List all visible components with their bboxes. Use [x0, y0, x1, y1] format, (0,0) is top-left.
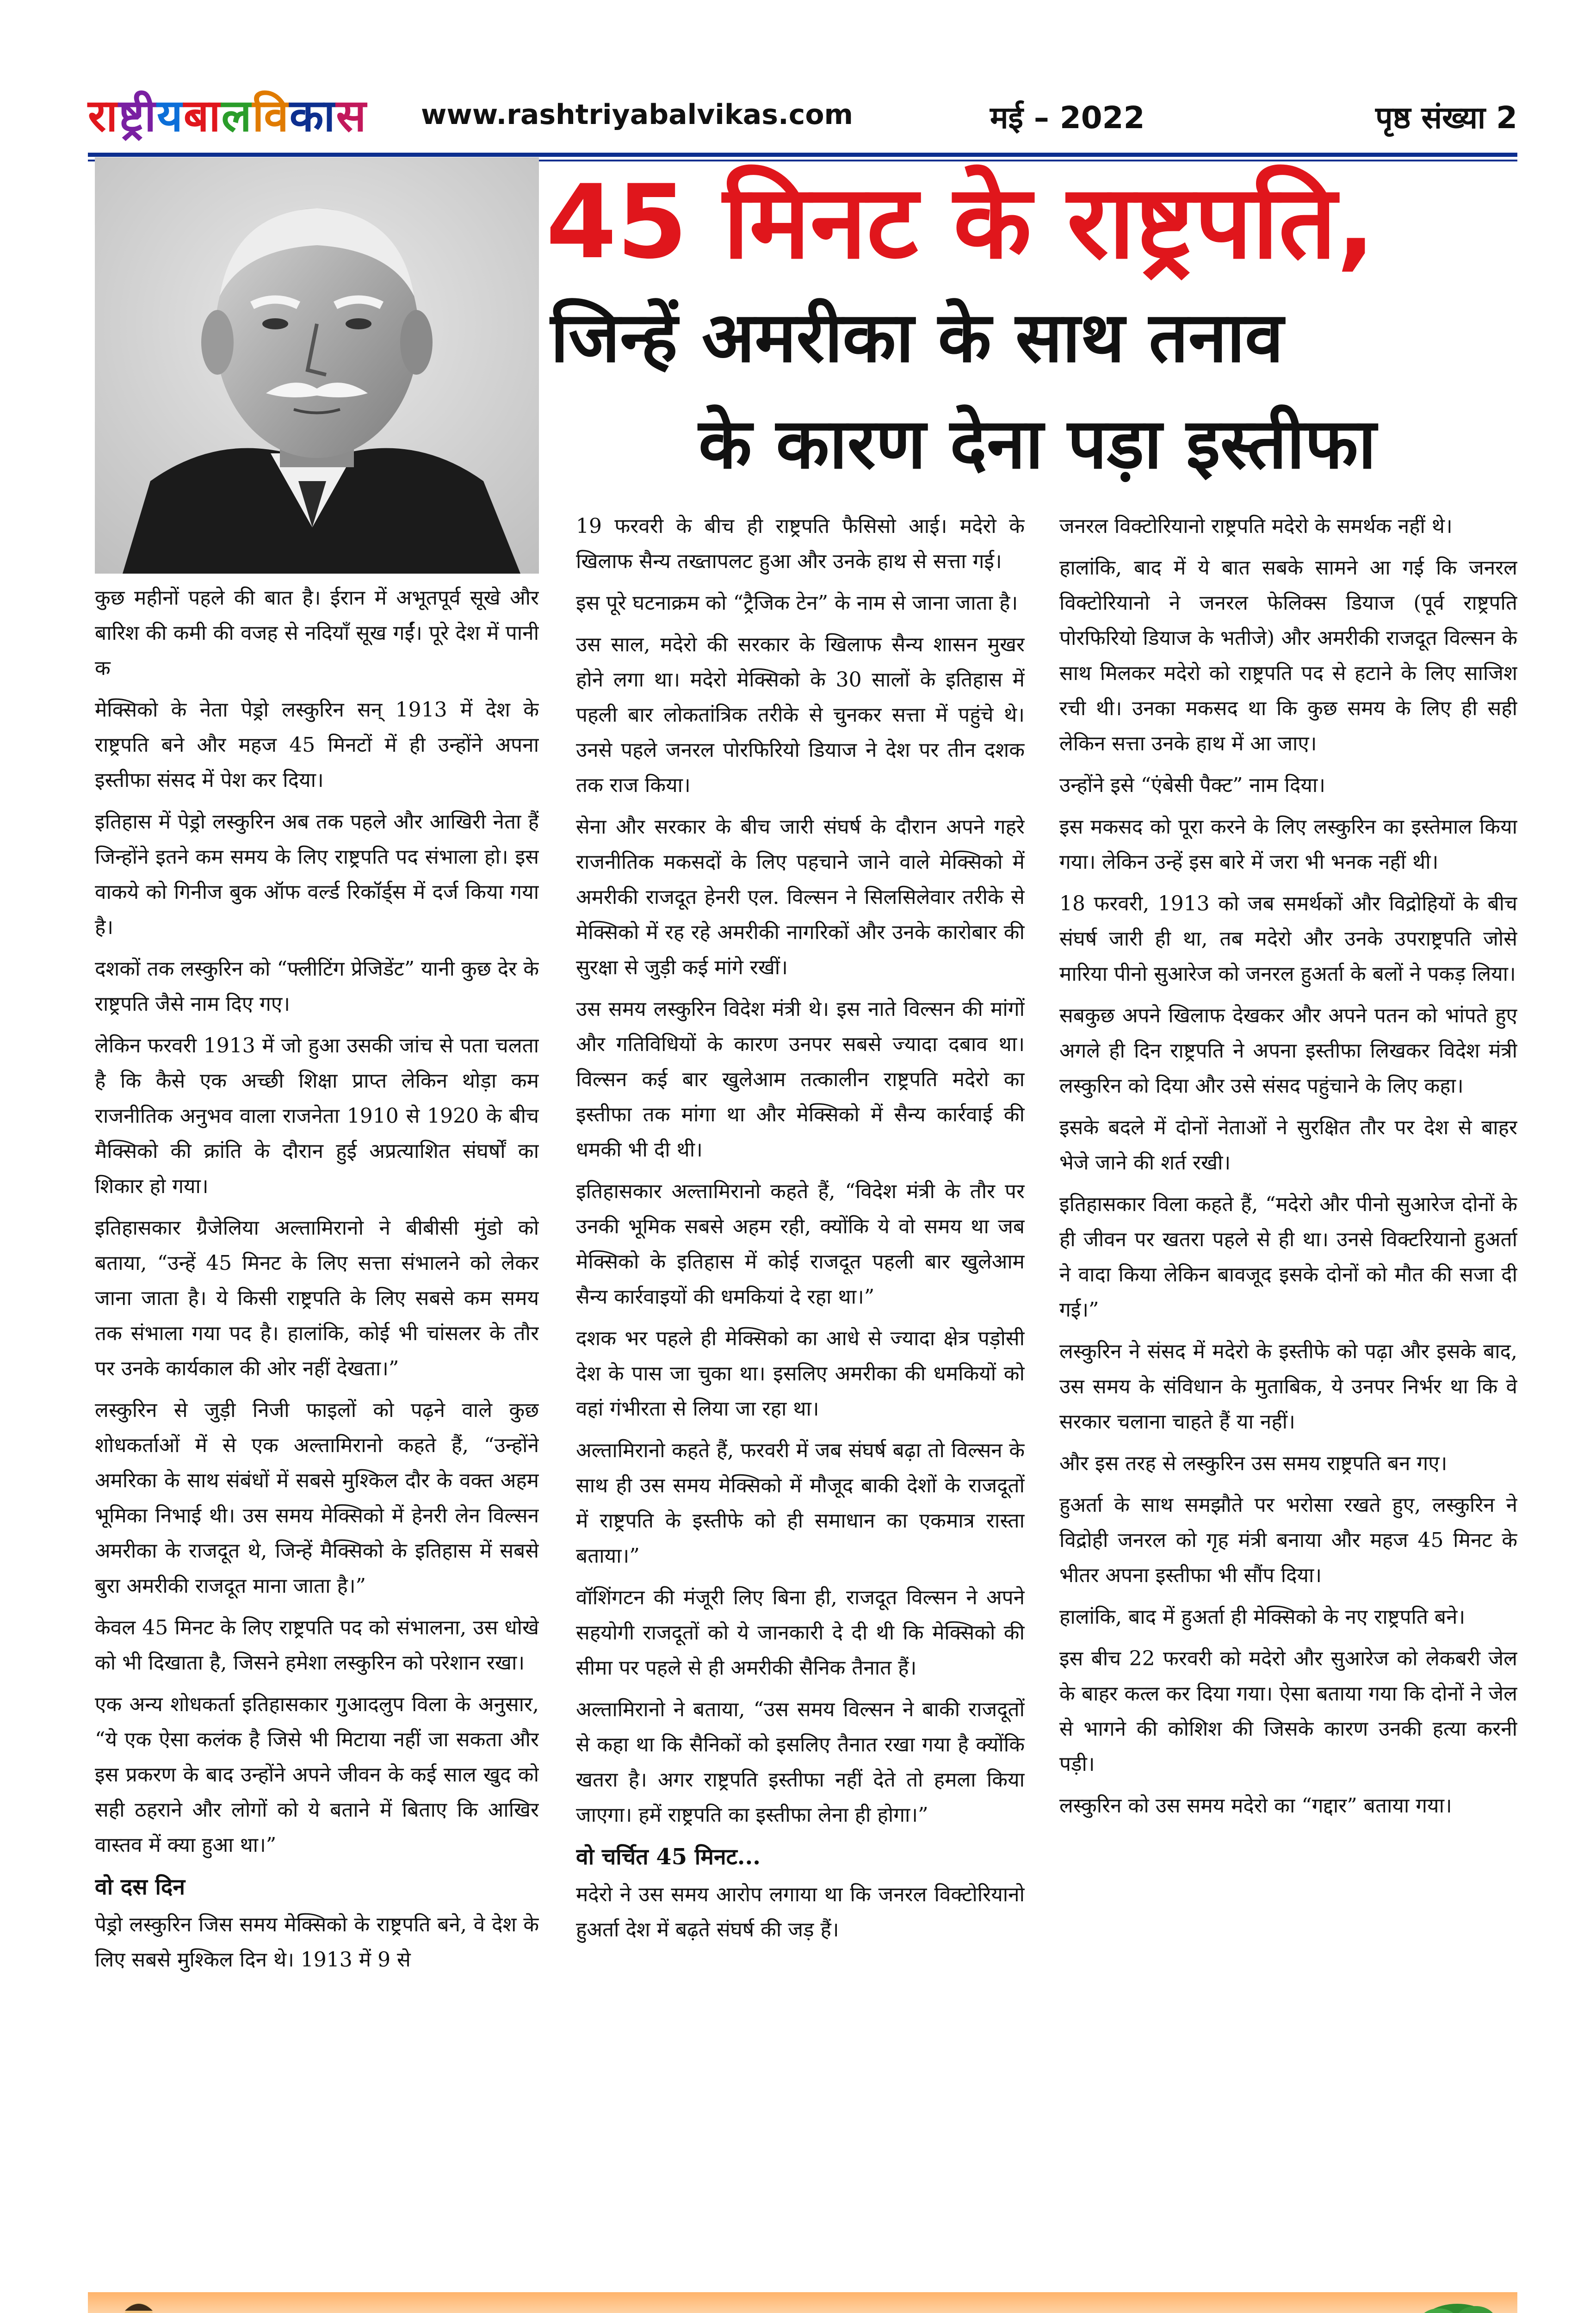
headline-sub-line-1: जिन्हें अमरीका के साथ तनाव	[551, 297, 1284, 378]
paragraph: जनरल विक्टोरियानो राष्ट्रपति मदेरो के समर्थक नहीं थे।	[1059, 514, 1453, 538]
section-heading: वो चर्चित 45 मिनट...	[576, 1844, 761, 1870]
paragraph: मेक्सिको के नेता पेड्रो लस्कुरिन सन् 1913 में देश के राष्ट्रपति बने और महज 45 मिनटों में ही उन्होंने अपना इस्तीफा संसद में पेश कर दिया।	[95, 698, 539, 792]
paragraph: हालांकि, बाद में ये बात सबके सामने आ गई कि जनरल विक्टोरियानो ने जनरल फेलिक्स डियाज (पूर्व राष्ट्रपति पोरफिरियो डियाज के भतीजे) और अमरीकी राजदूत विल्सन के साथ मिलकर मदेरो को राष्ट्रपति पद से हटाने के लिए साजिश रची थी। उनका मकसद था कि कुछ समय के लिए ही सही लेकिन सत्ता उनके हाथ में आ जाए।	[1059, 556, 1517, 755]
tree-in-hands-icon	[1402, 2297, 1513, 2313]
paragraph: एक अन्य शोधकर्ता इतिहासकार गुआदलुप विला के अनुसार, “ये एक ऐसा कलंक है जिसे भी मिटाया नहीं जा सकता और इस प्रकरण के बाद उन्होंने अपने जीवन के कई साल खुद को सही ठहराने और लोगों को ये बताने में बिताए कि आखिर वास्तव में क्या हुआ था।”	[95, 1693, 539, 1857]
newspaper-logo	[88, 86, 367, 146]
portrait-illustration	[95, 157, 539, 574]
slogan-banner	[88, 2292, 1517, 2313]
paragraph: दशक भर पहले ही मेक्सिको का आधे से ज्यादा क्षेत्र पड़ोसी देश के पास जा चुका था। इसलिए अमरीका की धमकियों को वहां गंभीरता से लिया जा रहा था।	[576, 1327, 1025, 1421]
logo-letter: य	[157, 90, 184, 142]
logo-letter: स	[336, 90, 367, 142]
paragraph: अल्तामिरानो ने बताया, “उस समय विल्सन ने बाकी राजदूतों से कहा था कि सैनिकों को इसलिए तैनात रखा गया है क्योंकि खतरा है। अगर राष्ट्रपति इस्तीफा नहीं देते तो हमला किया जाएगा। हमें राष्ट्रपति का इस्तीफा लेना ही होगा।”	[576, 1698, 1025, 1827]
paragraph: वॉशिंगटन की मंजूरी लिए बिना ही, राजदूत विल्सन ने अपने सहयोगी राजदूतों को ये जानकारी दे दी थी कि मेक्सिको की सीमा पर पहले से ही अमरीकी सैनिक तैनात हैं।	[576, 1586, 1025, 1680]
banner-slogan	[194, 2311, 1420, 2313]
logo-letter: बा	[183, 90, 222, 142]
paragraph: इस पूरे घटनाक्रम को “ट्रैजिक टेन” के नाम से जाना जाता है।	[576, 591, 1018, 615]
paragraph: इतिहासकार ग्रैजेलिया अल्तामिरानो ने बीबीसी मुंडो को बताया, “उन्हें 45 मिनट के लिए सत्ता संभालने को लेकर जाना जाता है। ये किसी राष्ट्रपति के लिए सबसे कम समय तक संभाला गया पद है। हालांकि, कोई भी चांसलर के तौर पर उनके कार्यकाल की ओर नहीं देखता।”	[95, 1216, 539, 1380]
paragraph: लस्कुरिन ने संसद में मदेरो के इस्तीफे को पढ़ा और इसके बाद, उस समय के संविधान के मुताबिक, ये उनपर निर्भर था कि वे सरकार चलाना चाहते हैं या नहीं।	[1059, 1340, 1517, 1434]
article-column-2	[576, 509, 1025, 2225]
logo-letter: ष्ट्री	[118, 90, 157, 142]
website-link[interactable]: www.rashtriyabalvikas.com	[421, 99, 854, 131]
article-column-1	[95, 581, 539, 2227]
paragraph: हुअर्ता के साथ समझौते पर भरोसा रखते हुए, लस्कुरिन ने विद्रोही जनरल को गृह मंत्री बनाया और महज 45 मिनट के भीतर अपना इस्तीफा भी सौंप दिया।	[1059, 1493, 1517, 1587]
paragraph: पेड्रो लस्कुरिन जिस समय मेक्सिको के राष्ट्रपति बने, वे देश के लिए सबसे मुश्किल दिन थे। 1913 में 9 से	[95, 1913, 539, 1972]
paragraph: दशकों तक लस्कुरिन को “फ्लीटिंग प्रेजिडेंट” यानी कुछ देर के राष्ट्रपति जैसे नाम दिए गए।	[95, 957, 539, 1016]
paragraph: उस साल, मदेरो की सरकार के खिलाफ सैन्य शासन मुखर होने लगा था। मदेरो मेक्सिको के 30 सालों के इतिहास में पहली बार लोकतांत्रिक तरीके से चुनकर सत्ता में पहुंचे थे। उनसे पहले जनरल पोरफिरियो डियाज ने देश पर तीन दशक तक राज किया।	[576, 633, 1025, 797]
paragraph: इतिहास में पेड्रो लस्कुरिन अब तक पहले और आखिरी नेता हैं जिन्होंने इतने कम समय के लिए राष्ट्रपति पद संभाला हो। इस वाकये को गिनीज बुक ऑफ वर्ल्ड रिकॉर्ड्स में दर्ज किया गया है।	[95, 810, 539, 939]
headline-sub-line-2: के कारण देना पड़ा इस्तीफा	[699, 404, 1376, 484]
section-heading: वो दस दिन	[95, 1874, 186, 1900]
logo-letter: वि	[252, 90, 290, 142]
paragraph: इस बीच 22 फरवरी को मदेरो और सुआरेज को लेकबरी जेल के बाहर कत्ल कर दिया गया। ऐसा बताया गया कि दोनों ने जेल से भागने की कोशिश की जिसके कारण उनकी हत्या करनी पड़ी।	[1059, 1647, 1517, 1776]
paragraph: इसके बदले में दोनों नेताओं ने सुरक्षित तौर पर देश से बाहर भेजे जाने की शर्त रखी।	[1059, 1116, 1517, 1175]
paragraph: सबकुछ अपने खिलाफ देखकर और अपने पतन को भांपते हुए अगले ही दिन राष्ट्रपति ने अपना इस्तीफा लिखकर विदेश मंत्री लस्कुरिन को दिया और उसे संसद पहुंचाने के लिए कहा।	[1059, 1004, 1517, 1098]
paragraph: हालांकि, बाद में हुअर्ता ही मेक्सिको के नए राष्ट्रपति बने।	[1059, 1605, 1466, 1629]
headline-block	[546, 160, 1522, 483]
headline-main: 45 मिनट के राष्ट्रपति,	[546, 163, 1375, 281]
paragraph: 19 फरवरी के बीच ही राष्ट्रपति फैसिसो आई। मदेरो के खिलाफ सैन्य तख्तापलट हुआ और उनके हाथ से सत्ता गई।	[576, 514, 1025, 573]
portrait-photo	[95, 157, 539, 574]
paragraph: केवल 45 मिनट के लिए राष्ट्रपति पद को संभालना, उस धोखे को भी दिखाता है, जिसने हमेशा लस्कुरिन को परेशान रखा।	[95, 1616, 539, 1675]
paragraph: लेकिन फरवरी 1913 में जो हुआ उसकी जांच से पता चलता है कि कैसे एक अच्छी शिक्षा प्राप्त लेकिन थोड़ा कम राजनीतिक अनुभव वाला राजनेता 1910 से 1920 के बीच मैक्सिको की क्रांति के दौरान हुई अप्रत्याशित संघर्षों का शिकार हो गया।	[95, 1034, 539, 1198]
logo-letter: का	[289, 90, 336, 142]
issue-date: मई – 2022	[990, 100, 1145, 136]
paragraph: इतिहासकार विला कहते हैं, “मदेरो और पीनो सुआरेज दोनों के ही जीवन पर खतरा पहले से ही था। उनसे विक्टरियानो हुअर्ता ने वादा किया लेकिन बावजूद इसके दोनों को मौत की सजा दी गई।”	[1059, 1193, 1517, 1322]
article-column-3	[1059, 509, 1517, 2225]
paragraph: इतिहासकार अल्तामिरानो कहते हैं, “विदेश मंत्री के तौर पर उनकी भूमिक सबसे अहम रही, क्योंकि ये वो समय था जब मेक्सिको के इतिहास में कोई राजदूत पहली बार खुलेआम सैन्य कार्रवाइयों की धमकियां दे रहा था।”	[576, 1180, 1025, 1309]
logo-letter: ल	[221, 90, 253, 142]
paragraph: 18 फरवरी, 1913 को जब समर्थकों और विद्रोहियों के बीच संघर्ष जारी ही था, तब मदेरो और उनके उपराष्ट्रपति जोसे मारिया पीनो सुआरेज को जनरल हुअर्ता के बलों ने पकड़ लिया।	[1059, 892, 1517, 986]
paragraph: और इस तरह से लस्कुरिन उस समय राष्ट्रपति बन गए।	[1059, 1452, 1448, 1475]
paragraph: अल्तामिरानो कहते हैं, फरवरी में जब संघर्ष बढ़ा तो विल्सन के साथ ही उस समय मेक्सिको में मौजूद बाकी देशों के राजदूतों में राष्ट्रपति के इस्तीफे को ही समाधान का एकमात्र रास्ता बताया।”	[576, 1439, 1025, 1568]
page-number: पृष्ठ संख्या 2	[1375, 100, 1517, 136]
paragraph: सेना और सरकार के बीच जारी संघर्ष के दौरान अपने गहरे राजनीतिक मकसदों के लिए पहचाने जाने वाले मेक्सिको में अमरीकी राजदूत हेनरी एल. विल्सन ने सिलसिलेवार तरीके से मेक्सिको में रह रहे अमरीकी नागरिकों और उनके कारोबार की सुरक्षा से जुड़ी कई मांगे रखीं।	[576, 815, 1025, 979]
paragraph: कुछ महीनों पहले की बात है। ईरान में अभूतपूर्व सूखे और बारिश की कमी की वजह से नदियाँ सूख गईं। पूरे देश में पानी क	[95, 586, 539, 680]
paragraph: उन्होंने इसे “एंबेसी पैक्ट” नाम दिया।	[1059, 773, 1325, 797]
logo-letter: रा	[88, 90, 119, 142]
paragraph: लस्कुरिन को उस समय मदेरो का “गद्दार” बताया गया।	[1059, 1794, 1452, 1818]
child-icon	[93, 2297, 185, 2313]
paragraph: लस्कुरिन से जुड़ी निजी फाइलों को पढ़ने वाले कुछ शोधकर्ताओं में से एक अल्तामिरानो कहते हैं, “उन्होंने अमरिका के साथ संबंधों में सबसे मुश्किल दौर के वक्त अहम भूमिका निभाई थी। उस समय मेक्सिको में हेनरी लेन विल्सन अमरीका के राजदूत थे, जिन्हें मैक्सिको के इतिहास में सबसे बुरा अमरीकी राजदूत माना जाता है।”	[95, 1398, 539, 1598]
masthead	[88, 86, 1517, 150]
header-divider	[88, 153, 1517, 157]
paragraph: उस समय लस्कुरिन विदेश मंत्री थे। इस नाते विल्सन की मांगों और गतिविधियों के कारण उनपर सबसे ज्यादा दबाव था। विल्सन कई बार खुलेआम तत्कालीन राष्ट्रपति मदेरो का इस्तीफा तक मांगा था और मेक्सिको में सैन्य कार्रवाई की धमकी भी दी थी।	[576, 997, 1025, 1162]
paragraph: इस मकसद को पूरा करने के लिए लस्कुरिन का इस्तेमाल किया गया। लेकिन उन्हें इस बारे में जरा भी भनक नहीं थी।	[1059, 815, 1517, 874]
paragraph: मदेरो ने उस समय आरोप लगाया था कि जनरल विक्टोरियानो हुअर्ता देश में बढ़ते संघर्ष की जड़ हैं।	[576, 1883, 1025, 1942]
